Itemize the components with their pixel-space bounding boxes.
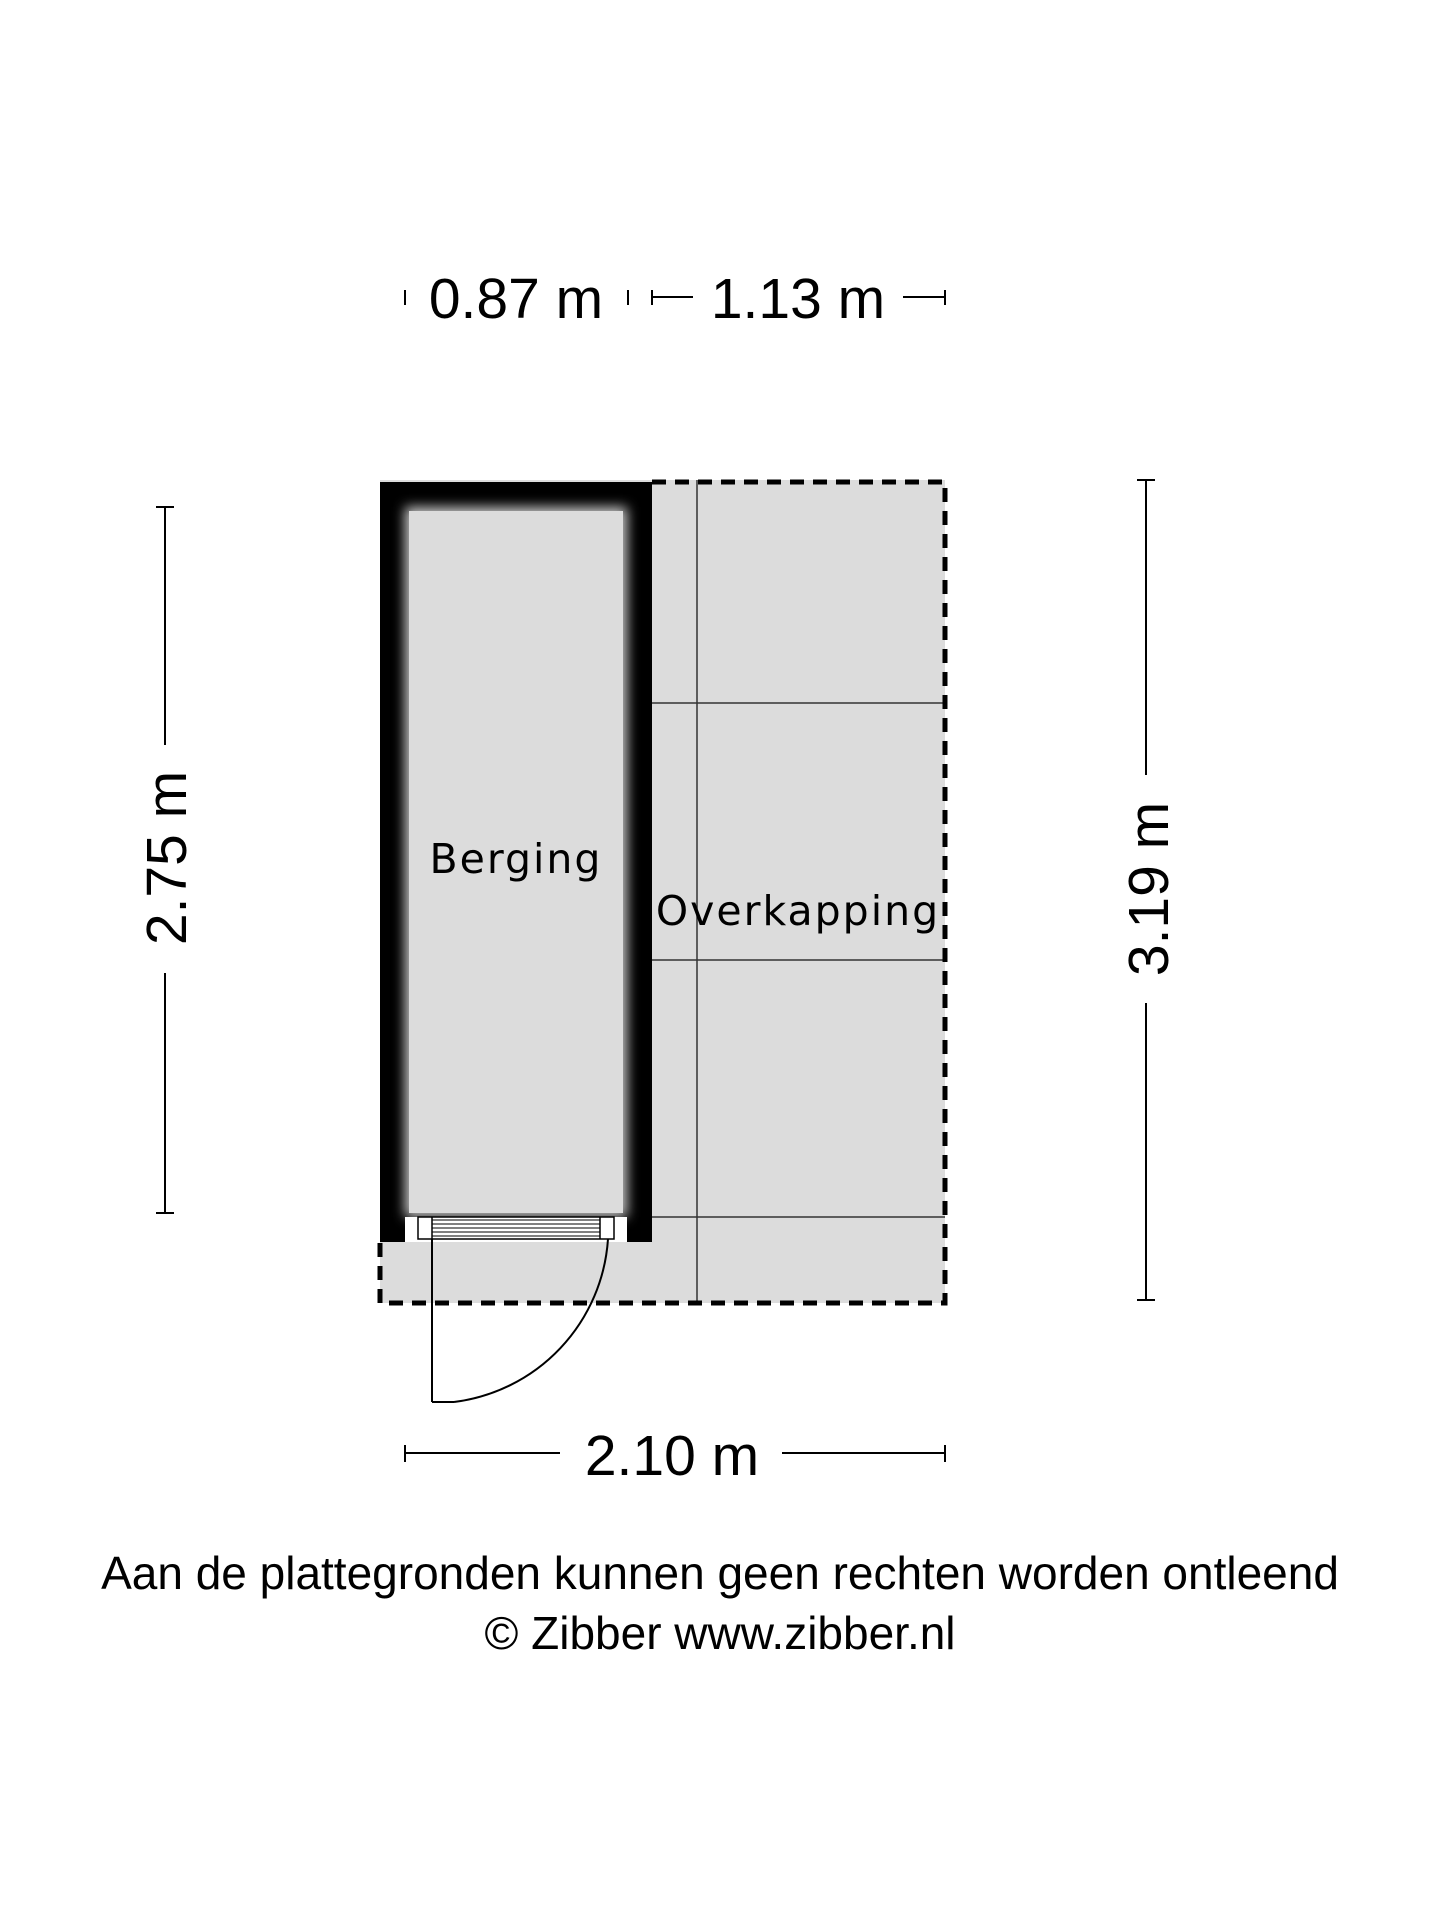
right-dimension-label: 3.19 m xyxy=(1117,801,1181,977)
bottom-dimension-label: 2.10 m xyxy=(584,1424,760,1488)
disclaimer-text: Aan de plattegronden kunnen geen rechten worden ontleend xyxy=(101,1547,1339,1599)
top-right-dimension-label: 1.13 m xyxy=(710,267,886,331)
left-dimension xyxy=(135,507,199,1213)
top-left-dimension-label: 0.87 m xyxy=(428,267,604,331)
bottom-dimension xyxy=(405,1424,945,1488)
room-label-berging: Berging xyxy=(429,835,603,883)
top-dimension xyxy=(405,267,945,331)
copyright-text: © Zibber www.zibber.nl xyxy=(484,1607,956,1659)
left-dimension-label: 2.75 m xyxy=(135,770,199,946)
right-dimension xyxy=(1117,480,1181,1300)
room-label-overkapping: Overkapping xyxy=(655,887,941,935)
